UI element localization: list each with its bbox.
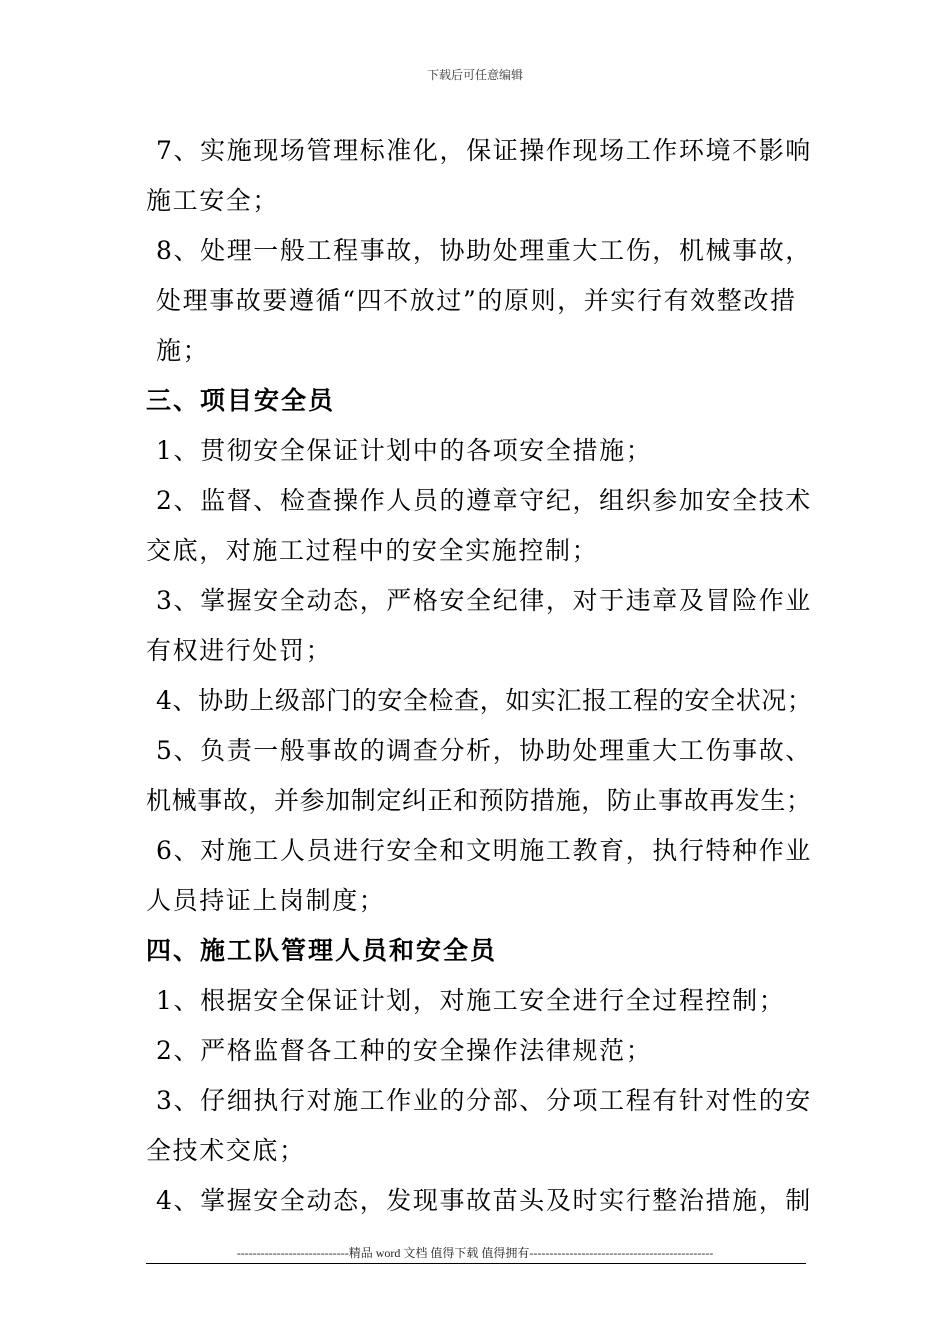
- body-line-8: 2、监督、检查操作人员的遵章守纪，组织参加安全技术: [156, 486, 812, 515]
- body-line-9: 交底，对施工过程中的安全实施控制；: [146, 536, 599, 565]
- body-line-12: 4、协助上级部门的安全检查，如实汇报工程的安全状况；: [156, 686, 813, 715]
- body-line-13: 5、负责一般事故的调查分析，协助处理重大工伤事故、: [156, 736, 812, 765]
- body-line-14: 机械事故，并参加制定纠正和预防措施，防止事故再发生；: [146, 786, 812, 815]
- body-line-10: 3、掌握安全动态，严格安全纪律，对于违章及冒险作业: [156, 586, 812, 615]
- body-line-22: 4、掌握安全动态，发现事故苗头及时实行整治措施，制: [156, 1186, 812, 1215]
- body-line-18: 1、根据安全保证计划，对施工安全进行全过程控制；: [156, 986, 786, 1015]
- page-header-note: 下载后可任意编辑: [426, 68, 523, 82]
- body-line-11: 有权进行处罚；: [146, 636, 333, 665]
- body-line-4: 处理事故要遵循“四不放过”的原则，并实行有效整改措: [156, 286, 797, 315]
- body-line-20: 3、仔细执行对施工作业的分部、分项工程有针对性的安: [156, 1086, 812, 1115]
- body-line-16: 人员持证上岗制度；: [146, 886, 386, 915]
- body-line-7: 1、贯彻安全保证计划中的各项安全措施；: [156, 436, 653, 465]
- body-line-1: 7、实施现场管理标准化，保证操作现场工作环境不影响: [156, 136, 812, 165]
- body-line-5: 施；: [156, 336, 210, 365]
- body-line-15: 6、对施工人员进行安全和文明施工教育，执行特种作业: [156, 836, 812, 865]
- body-line-2: 施工安全；: [146, 186, 280, 215]
- section-heading-4: 四、施工队管理人员和安全员: [146, 936, 498, 965]
- footer-divider: [146, 1263, 806, 1264]
- section-heading-3: 三、项目安全员: [146, 386, 336, 415]
- page-footer-text: ----------------------------精品 word 文档 值得下载 值得拥有----------------------------------------------: [236, 1246, 714, 1260]
- body-line-19: 2、严格监督各工种的安全操作法律规范；: [156, 1036, 653, 1065]
- body-line-3: 8、处理一般工程事故，协助处理重大工伤，机械事故，: [156, 236, 812, 265]
- body-line-21: 全技术交底；: [146, 1136, 306, 1165]
